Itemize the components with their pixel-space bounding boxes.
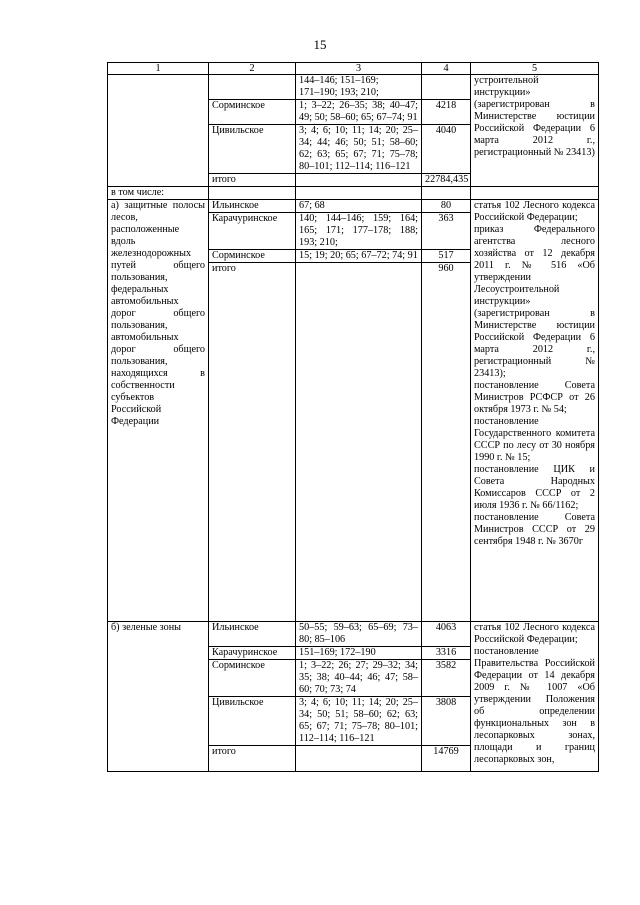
area-cell: 4040 bbox=[422, 125, 471, 174]
area-cell: 80 bbox=[422, 200, 471, 213]
area-cell: 3582 bbox=[422, 660, 471, 697]
header-row bbox=[108, 63, 599, 75]
forestry-cell: Цивильское bbox=[209, 697, 296, 746]
header-col-2: 2 bbox=[209, 63, 296, 75]
quarters-cell: 15; 19; 20; 65; 67–72; 74; 91 bbox=[296, 250, 422, 263]
forestry-cell: Сорминское bbox=[209, 100, 296, 125]
forestry-cell: Цивильское bbox=[209, 125, 296, 174]
header-col-3: 3 bbox=[296, 63, 422, 75]
area-cell: 517 bbox=[422, 250, 471, 263]
quarters-cell bbox=[296, 746, 422, 772]
quarters-cell: 67; 68 bbox=[296, 200, 422, 213]
area-cell: 4063 bbox=[422, 622, 471, 647]
forestry-cell: Ильинское bbox=[209, 622, 296, 647]
table-row bbox=[108, 622, 599, 647]
table-row bbox=[108, 75, 599, 100]
basis-cell: устроительной инструкции» (зарегистрирован в Министерстве юстиции Российской Федерации 6 марта 2012 г., регистрационный № 23413) bbox=[471, 75, 599, 187]
area-cell: 3808 bbox=[422, 697, 471, 746]
quarters-cell bbox=[296, 263, 422, 622]
area-cell: 3316 bbox=[422, 647, 471, 660]
area-cell bbox=[422, 75, 471, 100]
area-cell: 4218 bbox=[422, 100, 471, 125]
forestry-cell bbox=[209, 75, 296, 100]
quarters-cell: 144–146; 151–169; 171–190; 193; 210; bbox=[296, 75, 422, 100]
quarters-cell: 50–55; 59–63; 65–69; 73–80; 85–106 bbox=[296, 622, 422, 647]
forestry-cell: Карачуринское bbox=[209, 647, 296, 660]
quarters-cell bbox=[296, 174, 422, 187]
basis-cell: статья 102 Лесного кодекса Российской Федерации; постановление Правительства Российской Федерации от 14 декабря 2009 г. № 1007 «Об утверждении Положения об определении функциональных зон в лесопарковых зонах, площади и границ лесопарковых зон, bbox=[471, 622, 599, 772]
quarters-cell: 140; 144–146; 159; 164; 165; 171; 177–178; 188; 193; 210; bbox=[296, 213, 422, 250]
total-value: 22784,435 bbox=[422, 174, 471, 187]
total-label: итого bbox=[209, 263, 296, 622]
quarters-cell: 3; 4; 6; 10; 11; 14; 20; 25–34; 44; 46; 50; 51; 58–60; 62; 63; 65; 67; 71; 75–78; 80–101; 112–114; 116–121 bbox=[296, 125, 422, 174]
forestry-cell: Карачуринское bbox=[209, 213, 296, 250]
quarters-cell: 3; 4; 6; 10; 11; 14; 20; 25–34; 50; 51; 58–60; 62; 63; 65; 67; 71; 75–78; 80–101; 112–114; 116–121 bbox=[296, 697, 422, 746]
total-value: 960 bbox=[422, 263, 471, 622]
header-col-4: 4 bbox=[422, 63, 471, 75]
quarters-cell: 1; 3–22; 26; 27; 29–32; 34; 35; 38; 40–44; 46; 47; 58–60; 70; 73; 74 bbox=[296, 660, 422, 697]
page-number: 15 bbox=[313, 37, 327, 52]
forest-table bbox=[107, 62, 599, 772]
including-row bbox=[108, 187, 599, 200]
total-label: итого bbox=[209, 174, 296, 187]
category-cell: а) защитные полосы лесов, расположенные вдоль железнодорожных путей общего пользования, федеральных автомобильных дорог общего пользования, автомобильных дорог общего пользования, находящихся в собственности субъектов Российской Федерации bbox=[108, 200, 209, 622]
header-col-5: 5 bbox=[471, 63, 599, 75]
forestry-cell: Сорминское bbox=[209, 660, 296, 697]
forestry-cell: Ильинское bbox=[209, 200, 296, 213]
category-cell bbox=[108, 75, 209, 187]
including-label: в том числе: bbox=[108, 187, 209, 200]
quarters-cell: 151–169; 172–190 bbox=[296, 647, 422, 660]
total-value: 14769 bbox=[422, 746, 471, 772]
header-col-1: 1 bbox=[108, 63, 209, 75]
forestry-cell: Сорминское bbox=[209, 250, 296, 263]
total-label: итого bbox=[209, 746, 296, 772]
quarters-cell: 1; 3–22; 26–35; 38; 40–47; 49; 50; 58–60; 65; 67–74; 91 bbox=[296, 100, 422, 125]
category-cell: б) зеленые зоны bbox=[108, 622, 209, 772]
basis-cell: статья 102 Лесного кодекса Российской Федерации; приказ Федерального агентства лесного хозяйства от 12 декабря 2011 г. № 516 «Об утверждении Лесоустроительной инструкции» (зарегистрирован в Министерстве юстиции Российской Федерации 6 марта 2012 г., регистрационный № 23413); постановление Совета Министров РСФСР от 26 октября 1973 г. № 54; постановление Государственного комитета СССР по лесу от 30 ноября 1990 г. № 15; постановление ЦИК и Совета Народных Комиссаров СССР от 2 июля 1936 г. № 66/1162; постановление Совета Министров СССР от 29 сентября 1948 г. № 3670г bbox=[471, 200, 599, 622]
table-row bbox=[108, 200, 599, 213]
area-cell: 363 bbox=[422, 213, 471, 250]
